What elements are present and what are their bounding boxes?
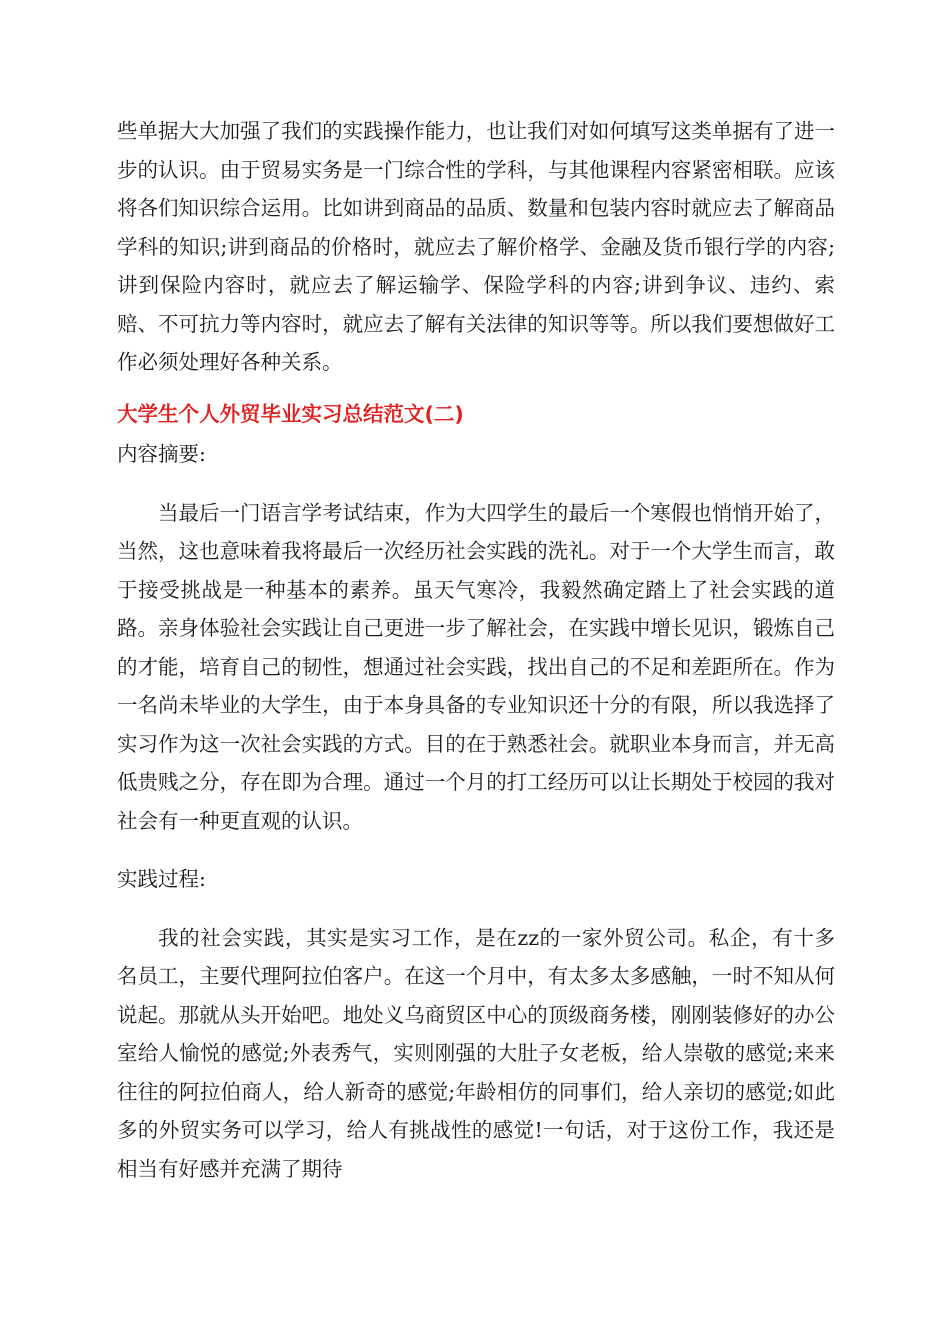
process-paragraph: 我的社会实践，其实是实习工作，是在zz的一家外贸公司。私企，有十多名员工，主要代理阿拉伯客户。在这一个月中，有太多太多感触，一时不知从何说起。那就从头开始吧。地处义乌商贸区中心的顶级商务楼，刚刚装修好的办公室给人愉悦的感觉;外表秀气，实则刚强的大肚子女老板，给人崇敬的感觉;来来往往的阿拉伯商人，给人新奇的感觉;年龄相仿的同事们，给人亲切的感觉;如此多的外贸实务可以学习，给人有挑战性的感觉!一句话，对于这份工作，我还是相当有好感并充满了期待 (117, 925, 835, 1181)
document-page (117, 112, 835, 1188)
process-label: 实践过程: (117, 867, 206, 891)
intro-paragraph: 些单据大大加强了我们的实践操作能力，也让我们对如何填写这类单据有了进一步的认识。由于贸易实务是一门综合性的学科，与其他课程内容紧密相联。应该将各们知识综合运用。比如讲到商品的品质、数量和包装内容时就应去了解商品学科的知识;讲到商品的价格时，就应去了解价格学、金融及货币银行学的内容;讲到保险内容时，就应去了解运输学、保险学科的内容;讲到争议、违约、索赔、不可抗力等内容时，就应去了解有关法律的知识等等。所以我们要想做好工作必须处理好各种关系。 (117, 119, 835, 374)
section-heading: 大学生个人外贸毕业实习总结范文(二) (117, 401, 464, 426)
summary-label: 内容摘要: (117, 442, 206, 466)
summary-paragraph: 当最后一门语言学考试结束，作为大四学生的最后一个寒假也悄悄开始了，当然，这也意味着我将最后一次经历社会实践的洗礼。对于一个大学生而言，敢于接受挑战是一种基本的素养。虽天气寒冷，我毅然确定踏上了社会实践的道路。亲身体验社会实践让自己更进一步了解社会，在实践中增长见识，锻炼自己的才能，培育自己的韧性，想通过社会实践，找出自己的不足和差距所在。作为一名尚未毕业的大学生，由于本身具备的专业知识还十分的有限，所以我选择了实习作为这一次社会实践的方式。目的在于熟悉社会。就职业本身而言，并无高低贵贱之分，存在即为合理。通过一个月的打工经历可以让长期处于校园的我对社会有一种更直观的认识。 (117, 500, 835, 833)
